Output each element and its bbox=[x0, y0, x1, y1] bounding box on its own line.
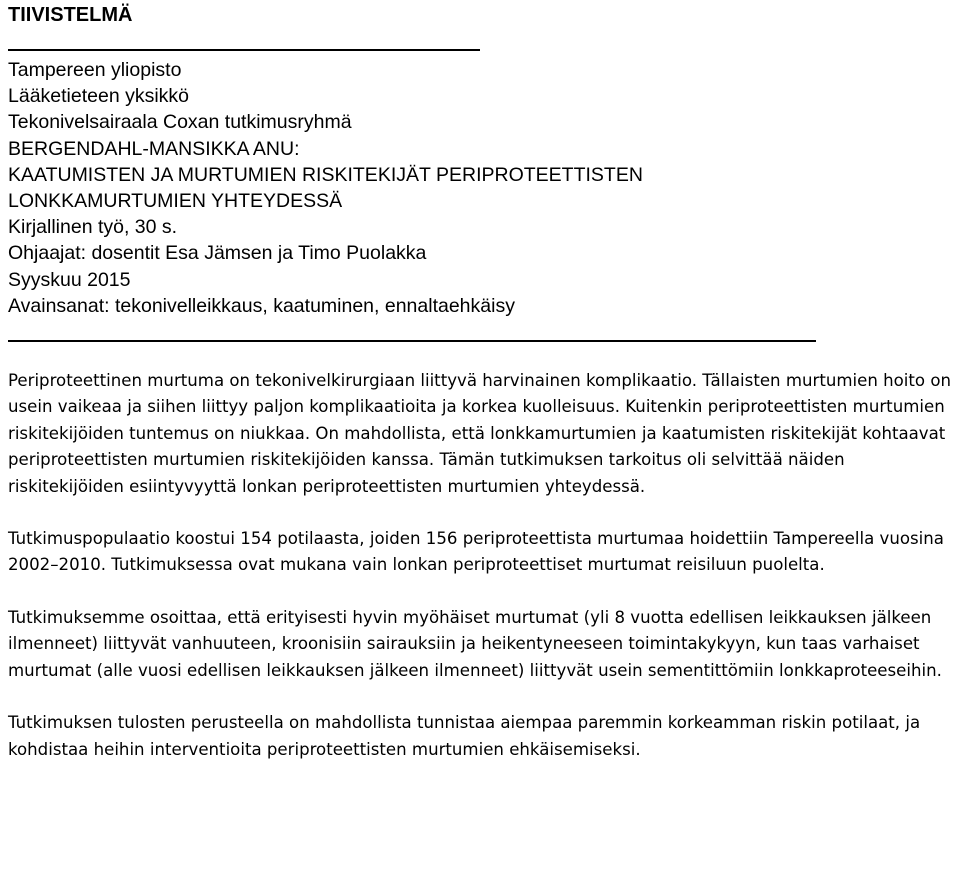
meta-thesis-title-line-1: KAATUMISTEN JA MURTUMIEN RISKITEKIJÄT PERIPROTEETTISTEN bbox=[8, 163, 643, 186]
meta-page-count: Kirjallinen työ, 30 s. bbox=[8, 216, 178, 239]
top-divider bbox=[8, 49, 480, 51]
meta-unit: Lääketieteen yksikkö bbox=[8, 85, 190, 108]
meta-thesis-title-line-2: LONKKAMURTUMIEN YHTEYDESSÄ bbox=[8, 190, 343, 213]
abstract-paragraph-2: Tutkimuspopulaatio koostui 154 potilaasta, joiden 156 periproteettista murtumaa hoidettiin Tampereella vuosina 2002–2010. Tutkimuksessa ovat mukana vain lonkan periproteettiset murtumat reisiluun puolelta. bbox=[8, 529, 944, 575]
abstract-paragraph-1: Periproteettinen murtuma on tekonivelkirurgiaan liittyvä harvinainen komplikaatio. Tällaisten murtumien hoito on usein vaikeaa ja siihen liittyy paljon komplikaatioita ja korkea kuolleisuus. Kuitenkin periproteettisten murtumien riskitekijöiden tuntemus on niukkaa. On mahdollista, että lonkkamurtumien ja kaatumisten riskitekijät kohtaavat periproteettisten murtumien riskitekijöiden kanssa. Tämän tutkimuksen tarkoitus oli selvittää näiden riskitekijöiden esiintyvyyttä lonkan periproteettisten murtumien yhteydessä. bbox=[8, 371, 952, 496]
metadata-block bbox=[8, 57, 953, 319]
meta-research-group: Tekonivelsairaala Coxan tutkimusryhmä bbox=[8, 111, 352, 134]
abstract-paragraph-4: Tutkimuksen tulosten perusteella on mahdollista tunnistaa aiempaa paremmin korkeamman riskin potilaat, ja kohdistaa heihin interventioita periproteettisten murtumien ehkäisemiseksi. bbox=[8, 713, 921, 759]
abstract-page bbox=[8, 0, 953, 763]
meta-author: BERGENDAHL-MANSIKKA ANU: bbox=[8, 137, 300, 160]
meta-university: Tampereen yliopisto bbox=[8, 59, 182, 81]
meta-keywords: Avainsanat: tekonivelleikkaus, kaatuminen, ennaltaehkäisy bbox=[8, 294, 515, 317]
bottom-divider bbox=[8, 340, 816, 342]
page-title: TIIVISTELMÄ bbox=[8, 4, 133, 26]
meta-supervisors: Ohjaajat: dosentit Esa Jämsen ja Timo Puolakka bbox=[8, 242, 427, 265]
abstract-paragraph-3: Tutkimuksemme osoittaa, että erityisesti hyvin myöhäiset murtumat (yli 8 vuotta edellisen leikkauksen jälkeen ilmenneet) liittyvät vanhuuteen, kroonisiin sairauksiin ja heikentyneeseen toimintakykyyn, kun taas varhaiset murtumat (alle vuosi edellisen leikkauksen jälkeen ilmenneet) liittyvät usein sementittömiin lonkkaproteeseihin. bbox=[8, 607, 942, 680]
meta-date: Syyskuu 2015 bbox=[8, 268, 131, 291]
